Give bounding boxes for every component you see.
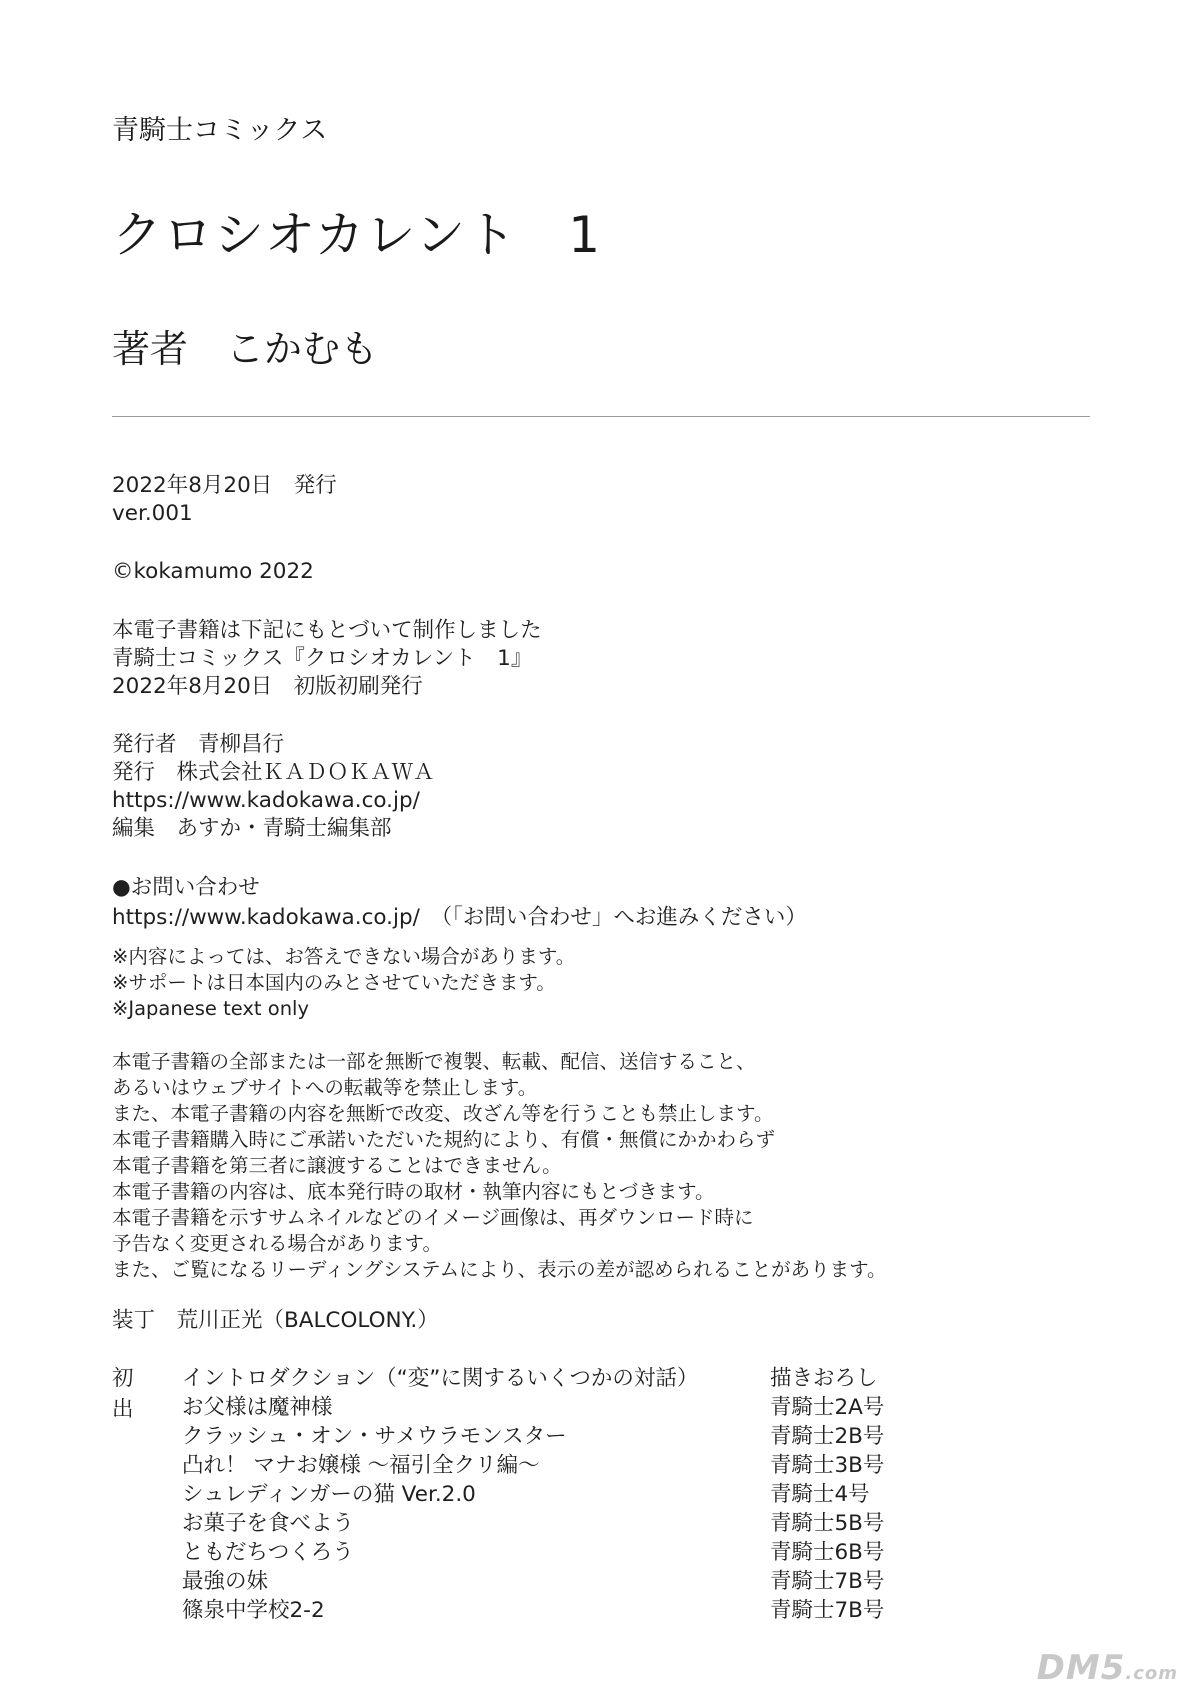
version: ver.001 [112, 501, 193, 526]
work-source: 青騎士7B号 [770, 1569, 885, 1594]
legal-line: 本電子書籍の内容は、底本発行時の取材・執筆内容にもとづきます。 [112, 1180, 715, 1203]
legal-line: 本電子書籍を第三者に譲渡することはできません。 [112, 1154, 562, 1177]
inquiry-note: ※Japanese text only [112, 997, 310, 1020]
copyright-block [112, 558, 314, 586]
legal-line: 本電子書籍の全部または一部を無断で複製、転載、配信、送信すること、 [112, 1050, 756, 1073]
publisher-block [112, 731, 435, 843]
work-title: お菓子を食べよう [182, 1511, 355, 1536]
work-source: 青騎士5B号 [770, 1511, 885, 1536]
inquiry-notes [112, 944, 575, 1022]
work-source: 青騎士4号 [770, 1482, 870, 1507]
publication-date: 2022年8月20日 発行 [112, 473, 337, 498]
work-title: シュレディンガーの猫 Ver.2.0 [182, 1482, 476, 1507]
work-source: 青騎士6B号 [770, 1540, 885, 1565]
watermark-main: DM5 [1036, 1648, 1126, 1688]
publication-info [112, 472, 337, 528]
copyright: ©kokamumo 2022 [112, 559, 314, 584]
work-title: お父様は魔神様 [182, 1395, 333, 1420]
work-title: 篠泉中学校2-2 [182, 1598, 325, 1623]
source-line: 青騎士コミックス『クロシオカレント 1』 [112, 646, 533, 671]
first-appearance-label: 初出 [112, 1366, 134, 1422]
inquiry-heading: ●お問い合わせ [112, 875, 260, 900]
publisher-line: 発行 株式会社ＫＡＤＯＫＡＷＡ [112, 760, 435, 785]
legal-line: また、本電子書籍の内容を無断で改変、改ざん等を行うことも禁止します。 [112, 1102, 774, 1125]
inquiry-url: https://www.kadokawa.co.jp/ （「お問い合わせ」へお進みください） [112, 905, 807, 930]
legal-line: 本電子書籍を示すサムネイルなどのイメージ画像は、再ダウンロード時に [112, 1206, 754, 1229]
legal-line: あるいはウェブサイトへの転載等を禁止します。 [112, 1076, 538, 1099]
watermark-suffix: .com [1125, 1663, 1178, 1684]
legal-line: 本電子書籍購入時にご承諾いただいた規約により、有償・無償にかかわらず [112, 1128, 776, 1151]
site-watermark [1037, 1648, 1178, 1688]
source-line: 本電子書籍は下記にもとづいて制作しました [112, 618, 542, 643]
work-source: 青騎士3B号 [770, 1453, 885, 1478]
inquiry-note: ※内容によっては、お答えできない場合があります。 [112, 945, 576, 968]
legal-block [112, 1049, 887, 1283]
source-block [112, 617, 542, 701]
divider [112, 416, 1090, 417]
work-source: 青騎士7B号 [770, 1598, 885, 1623]
series-name: 青騎士コミックス [112, 115, 328, 146]
work-title: イントロダクション（“変”に関するいくつかの対話） [182, 1366, 699, 1391]
work-source: 描きおろし [770, 1366, 878, 1391]
author-line: 著者 こかむも [112, 327, 379, 371]
design-credit: 装丁 荒川正光（BALCOLONY.） [112, 1308, 439, 1333]
source-line: 2022年8月20日 初版初刷発行 [112, 674, 423, 699]
legal-line: また、ご覧になるリーディングシステムにより、表示の差が認められることがあります。 [112, 1258, 887, 1281]
work-source: 青騎士2A号 [770, 1395, 885, 1420]
publisher-line: 編集 あすか・青騎士編集部 [112, 816, 392, 841]
work-title: 凸れ！ マナお嬢様 ～福引全クリ編～ [182, 1453, 540, 1478]
work-source: 青騎士2B号 [770, 1424, 885, 1449]
inquiry-block [112, 874, 807, 932]
work-title: 最強の妹 [182, 1569, 269, 1594]
work-title: ともだちつくろう [182, 1540, 354, 1565]
publisher-url: https://www.kadokawa.co.jp/ [112, 788, 420, 813]
legal-line: 予告なく変更される場合があります。 [112, 1232, 442, 1255]
work-title: クラッシュ・オン・サメウラモンスター [182, 1424, 567, 1449]
book-title: クロシオカレント 1 [112, 206, 602, 264]
inquiry-note: ※サポートは日本国内のみとさせていただきます。 [112, 971, 556, 994]
publisher-line: 発行者 青柳昌行 [112, 732, 285, 757]
